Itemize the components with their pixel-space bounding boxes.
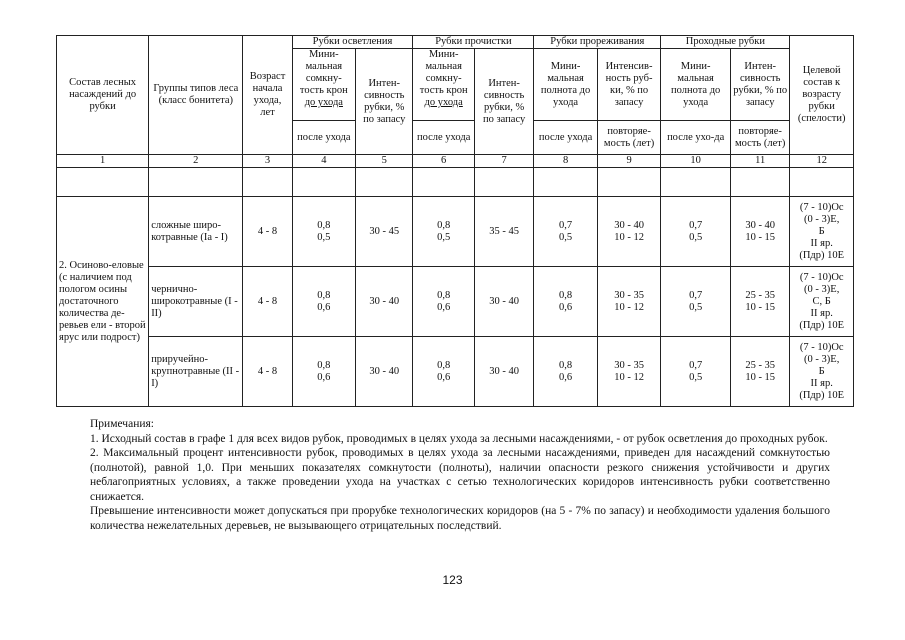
- header-prochist-after: после ухода: [413, 121, 474, 155]
- header-target-composition: Целевой состав к возрасту рубки (спелости): [790, 36, 854, 155]
- prohod-density-cell: 0,7 0,5: [661, 197, 731, 267]
- header-group-osvetlenie: Рубки осветления: [292, 36, 413, 49]
- blank-cell: [243, 168, 292, 197]
- header-row-groups: [57, 36, 854, 49]
- prorezh-intensity-cell: 30 - 35 10 - 12: [597, 267, 661, 337]
- header-prohod-min: Мини-мальная полнота до ухода: [661, 49, 731, 121]
- note-1: 1. Исходный состав в графе 1 для всех видов рубок, проводимых в целях ухода за лесными насаждениями, - от рубок осветления до проходных рубок.: [90, 432, 828, 445]
- prohod-density-cell: 0,7 0,5: [661, 267, 731, 337]
- column-number: 1: [57, 155, 149, 168]
- table-row: [57, 197, 854, 267]
- osvetl-density-cell: 0,8 0,6: [292, 337, 356, 407]
- start-age-cell: 4 - 8: [243, 197, 292, 267]
- header-start-age: Возраст начала ухода, лет: [243, 36, 292, 155]
- column-number: 6: [413, 155, 474, 168]
- header-osvetl-min: Мини-мальная сомкну-тость крон до ухода: [292, 49, 356, 121]
- prochist-intensity-cell: 30 - 40: [474, 337, 533, 407]
- header-prochist-int: Интен-сивность рубки, % по запасу: [474, 49, 533, 155]
- header-prorezh-min: Мини-мальная полнота до ухода: [534, 49, 598, 121]
- blank-row: [57, 168, 854, 197]
- table-row: [57, 337, 854, 407]
- blank-cell: [730, 168, 789, 197]
- prorezh-intensity-cell: 30 - 40 10 - 12: [597, 197, 661, 267]
- start-age-cell: 4 - 8: [243, 267, 292, 337]
- column-number: 10: [661, 155, 731, 168]
- header-osvetl-after: после ухода: [292, 121, 356, 155]
- header-osvetl-int: Интен-сивность рубки, % по запасу: [356, 49, 413, 155]
- notes-section: [90, 417, 830, 533]
- column-number: 7: [474, 155, 533, 168]
- blank-cell: [413, 168, 474, 197]
- header-prorezh-after: после ухода: [534, 121, 598, 155]
- column-number: 5: [356, 155, 413, 168]
- header-forest-types: Группы типов леса (класс бонитета): [149, 36, 243, 155]
- target-composition-cell: (7 - 10)Ос (0 - 3)Е, Б II яр. (Пдр) 10Е: [790, 337, 854, 407]
- column-number: 2: [149, 155, 243, 168]
- header-group-prorezhivanie: Рубки прореживания: [534, 36, 661, 49]
- blank-cell: [534, 168, 598, 197]
- blank-cell: [292, 168, 356, 197]
- header-group-prohodnye: Проходные рубки: [661, 36, 790, 49]
- prohod-intensity-cell: 30 - 40 10 - 15: [730, 197, 789, 267]
- blank-cell: [149, 168, 243, 197]
- prochist-intensity-cell: 35 - 45: [474, 197, 533, 267]
- column-number: 8: [534, 155, 598, 168]
- osvetl-density-cell: 0,8 0,6: [292, 267, 356, 337]
- header-prohod-after: после ухо-да: [661, 121, 731, 155]
- prohod-intensity-cell: 25 - 35 10 - 15: [730, 267, 789, 337]
- forest-type-cell: сложные широ-котравные (Ia - I): [149, 197, 243, 267]
- notes-title: Примечания:: [90, 418, 154, 430]
- column-number: 12: [790, 155, 854, 168]
- blank-cell: [790, 168, 854, 197]
- header-prohod-int: Интен-сивность рубки, % по запасу: [730, 49, 789, 121]
- forest-care-table: [56, 35, 854, 407]
- osvetl-density-cell: 0,8 0,5: [292, 197, 356, 267]
- prochist-density-cell: 0,8 0,6: [413, 337, 474, 407]
- osvetl-intensity-cell: 30 - 45: [356, 197, 413, 267]
- column-number: 4: [292, 155, 356, 168]
- prochist-density-cell: 0,8 0,5: [413, 197, 474, 267]
- target-composition-cell: (7 - 10)Ос (0 - 3)Е, Б II яр. (Пдр) 10Е: [790, 197, 854, 267]
- prorezh-intensity-cell: 30 - 35 10 - 12: [597, 337, 661, 407]
- prochist-density-cell: 0,8 0,6: [413, 267, 474, 337]
- target-composition-cell: (7 - 10)Ос (0 - 3)Е, С, Б II яр. (Пдр) 10Е: [790, 267, 854, 337]
- osvetl-intensity-cell: 30 - 40: [356, 267, 413, 337]
- prohod-density-cell: 0,7 0,5: [661, 337, 731, 407]
- header-prochist-min: Мини-мальная сомкну-тость крон до ухода: [413, 49, 474, 121]
- table-row: [57, 267, 854, 337]
- column-number: 3: [243, 155, 292, 168]
- group-composition-cell: 2. Осиново-еловые (с наличием под пологом осины достаточного количества де-ревьев ели - второй ярус или подрост): [57, 197, 149, 407]
- blank-cell: [356, 168, 413, 197]
- prorezh-density-cell: 0,8 0,6: [534, 267, 598, 337]
- forest-type-cell: приручейно-крупнотравные (II - I): [149, 337, 243, 407]
- column-number-row: [57, 155, 854, 168]
- blank-cell: [597, 168, 661, 197]
- prochist-intensity-cell: 30 - 40: [474, 267, 533, 337]
- column-number: 9: [597, 155, 661, 168]
- header-prohod-repeat: повторяе-мость (лет): [730, 121, 789, 155]
- column-number: 11: [730, 155, 789, 168]
- start-age-cell: 4 - 8: [243, 337, 292, 407]
- osvetl-intensity-cell: 30 - 40: [356, 337, 413, 407]
- header-prorezh-int: Интенсив-ность руб-ки, % по запасу: [597, 49, 661, 121]
- blank-cell: [474, 168, 533, 197]
- note-2: 2. Максимальный процент интенсивности рубок, проводимых в целях ухода за лесными насаждениями, приведен для насаждений сомкнутостью (полнотой), равной 1,0. При меньших показателях сомкнутости (полноты), наличии опасности резкого снижения устойчивости и других неблагоприятных условиях, а также проведении ухода на участках с сетью технологических коридоров интенсивность рубки соответственно снижается.: [90, 447, 830, 503]
- note-3: Превышение интенсивности может допускаться при прорубке технологических коридоров (на 5 - 7% по запасу) и необходимости удаления большого количества нежелательных деревьев, не вызывающего отрицательных последствий.: [90, 505, 830, 532]
- header-group-prochistka: Рубки прочистки: [413, 36, 534, 49]
- page-number: 123: [442, 573, 463, 587]
- prorezh-density-cell: 0,7 0,5: [534, 197, 598, 267]
- prohod-intensity-cell: 25 - 35 10 - 15: [730, 337, 789, 407]
- prorezh-density-cell: 0,8 0,6: [534, 337, 598, 407]
- forest-type-cell: чернично-широкотравные (I - II): [149, 267, 243, 337]
- header-composition: Состав лесных насаждений до рубки: [57, 36, 149, 155]
- header-prorezh-repeat: повторяе-мость (лет): [597, 121, 661, 155]
- blank-cell: [661, 168, 731, 197]
- blank-cell: [57, 168, 149, 197]
